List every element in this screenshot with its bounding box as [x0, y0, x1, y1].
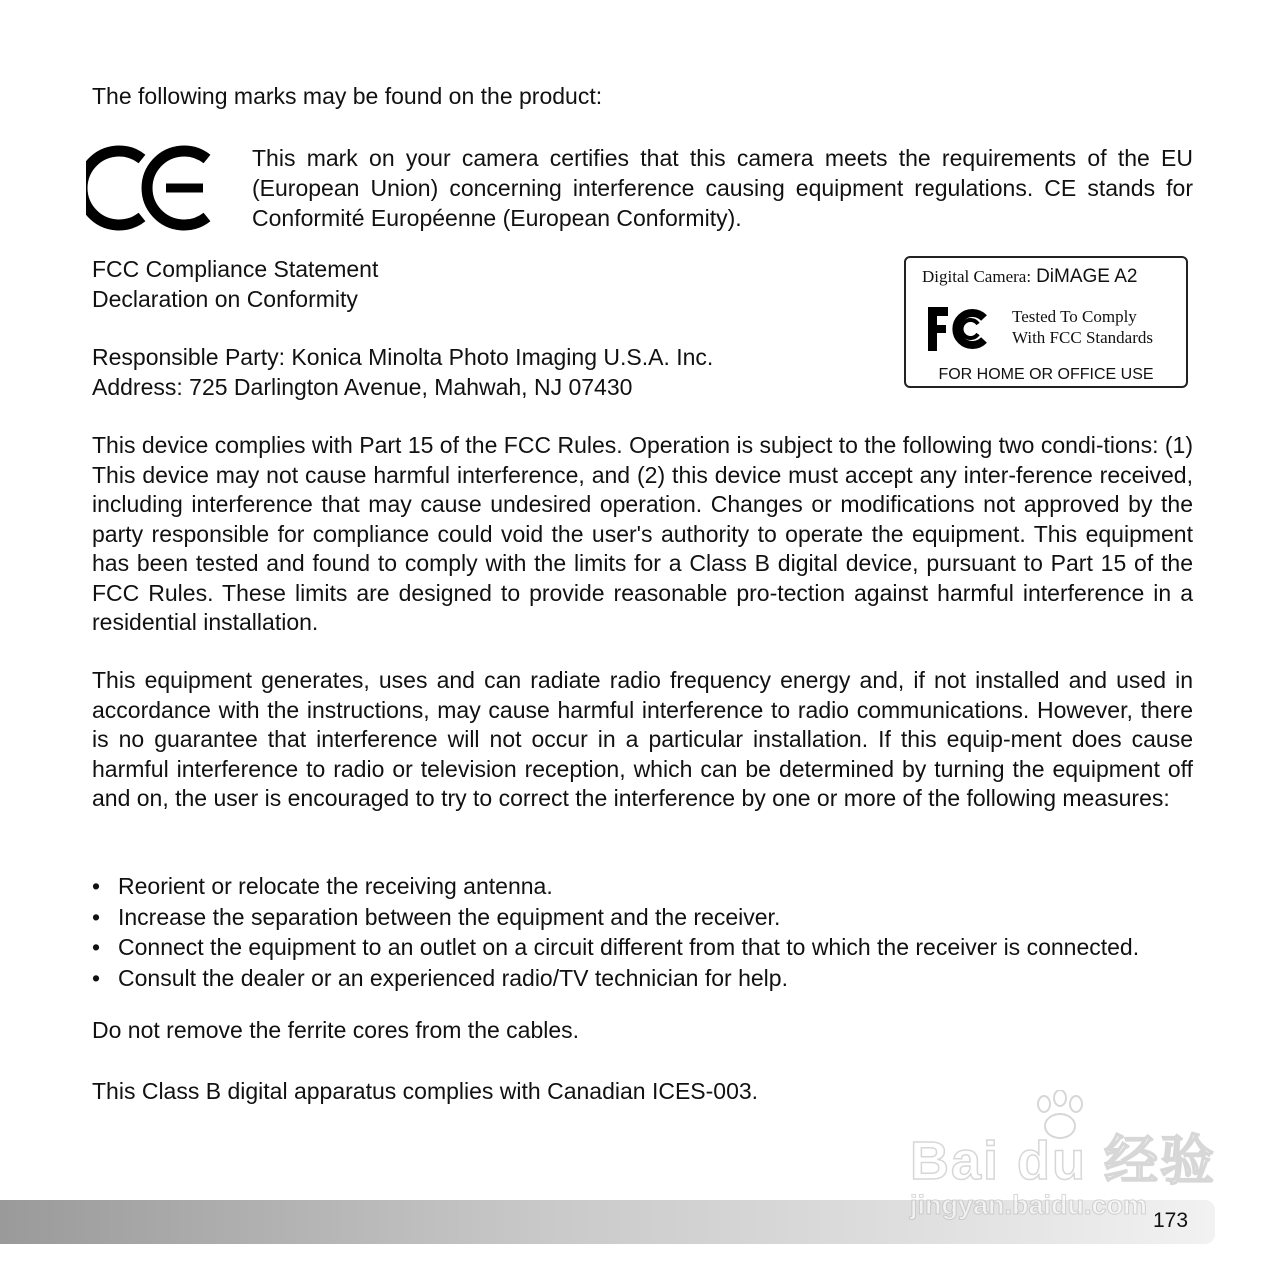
intro-text: The following marks may be found on the product: — [92, 83, 603, 109]
list-item: • Reorient or relocate the receiving antenna. — [92, 871, 1202, 902]
measures-list — [92, 871, 1202, 993]
fcc-heading — [92, 255, 692, 314]
address: Address: 725 Darlington Avenue, Mahwah, NJ 07430 — [92, 373, 633, 400]
tested-line2: With FCC Standards — [1012, 328, 1153, 347]
ce-mark-icon — [86, 144, 212, 232]
fcc-paragraph-1: This device complies with Part 15 of the FCC Rules. Operation is subject to the following two condi-tions: (1) This device may not cause harmful interference, and (2) this device must accept any inter-ference received, including interference that may cause undesired operation. Changes or modifications not approved by the party responsible for compliance could void the user's authority to operate the equipment. This equipment has been tested and found to comply with the limits for a Class B digital device, pursuant to Part 15 of the FCC Rules. These limits are designed to provide reasonable pro-tection against harmful interference in a residential installation. — [92, 432, 1193, 635]
ce-description: This mark on your camera certifies that this camera meets the requirements of the EU (European Union) concerning interference causing equipment regulations. CE stands for Conformité Européenne (European Conformity). — [252, 145, 1193, 231]
list-item: • Connect the equipment to an outlet on a circuit different from that to which the receiver is connected. — [92, 932, 1202, 963]
fcc-paragraph-2: This equipment generates, uses and can radiate radio frequency energy and, if not installed and used in accordance with the instructions, may cause harmful interference to radio communications. However, there is no guarantee that interference will not occur in a particular installation. If this equip-ment does cause harmful interference to radio or television reception, which can be determined by turning the equipment off and on, the user is encouraged to try to correct the interference by one or more of the following measures: — [92, 667, 1193, 811]
fcc-label-box — [904, 256, 1188, 388]
camera-model: DiMAGE A2 — [1036, 266, 1138, 287]
list-item: • Consult the dealer or an experienced radio/TV technician for help. — [92, 963, 1202, 994]
fcc-heading-line2: Declaration on Conformity — [92, 285, 358, 312]
canada-note: This Class B digital apparatus complies with Canadian ICES-003. — [92, 1078, 759, 1104]
watermark-logo: Bai du 经验 — [910, 1131, 1217, 1191]
fcc-heading-line1: FCC Compliance Statement — [92, 256, 379, 282]
page-number: 173 — [1153, 1209, 1189, 1232]
camera-prefix: Digital Camera: — [922, 267, 1032, 286]
tested-line1: Tested To Comply — [1012, 307, 1137, 326]
camera-model-line — [922, 266, 1137, 288]
responsible-party-block — [92, 343, 852, 402]
ferrite-note: Do not remove the ferrite cores from the cables. — [92, 1017, 580, 1043]
list-item: • Increase the separation between the equipment and the receiver. — [92, 902, 1202, 933]
tested-comply-text — [1012, 306, 1153, 348]
baidu-watermark — [910, 1090, 1217, 1230]
responsible-party: Responsible Party: Konica Minolta Photo Imaging U.S.A. Inc. — [92, 344, 714, 370]
home-office-use: FOR HOME OR OFFICE USE — [938, 366, 1154, 383]
watermark-url: jingyan.baidu.com — [910, 1190, 1148, 1220]
fcc-logo-icon — [926, 304, 990, 354]
